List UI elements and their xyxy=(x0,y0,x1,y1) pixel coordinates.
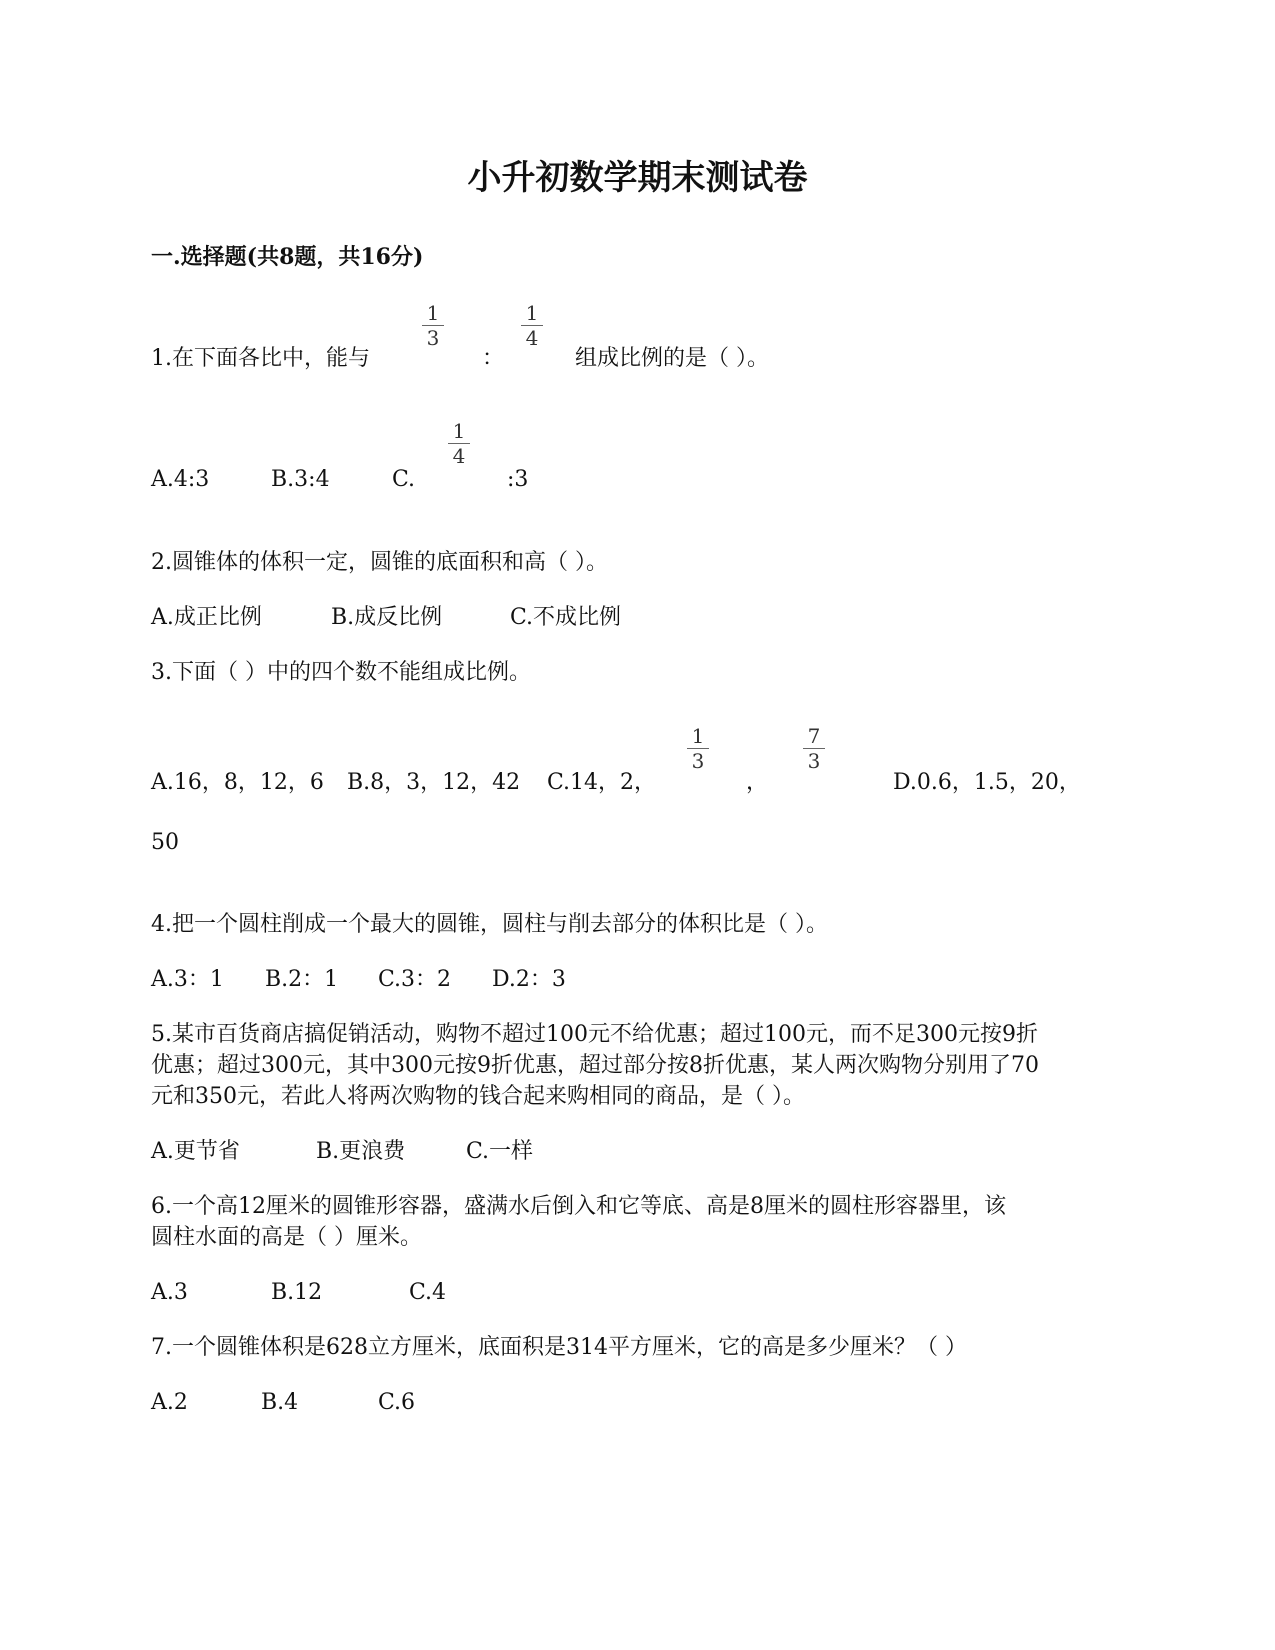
q5-line-2: 优惠；超过300元，其中300元按9折优惠，超过部分按8折优惠，某人两次购物分别用了70 xyxy=(151,1053,1039,1078)
q5-option-a: A.更节省 xyxy=(151,1139,240,1164)
q1-fraction-1-numerator: 1 xyxy=(426,301,440,325)
q4-option-c: C.3：2 xyxy=(378,967,452,992)
q1-option-b: B.3:4 xyxy=(271,467,330,492)
q3-option-a: A.16，8，12，6 xyxy=(151,770,324,795)
q2-stem: 2.圆锥体的体积一定，圆锥的底面积和高（ ）。 xyxy=(151,550,608,575)
q1-stem-before: 1.在下面各比中，能与 xyxy=(151,346,370,371)
q6-option-c: C.4 xyxy=(409,1280,447,1305)
q4-option-a: A.3：1 xyxy=(151,967,224,992)
q3-option-c-comma: ， xyxy=(746,770,769,795)
q3-option-b: B.8，3，12，42 xyxy=(347,770,521,795)
q1-option-a: A.4:3 xyxy=(151,467,210,492)
q7-option-b: B.4 xyxy=(261,1390,299,1415)
q3-fraction-2-denominator: 3 xyxy=(807,749,821,773)
q2-option-c: C.不成比例 xyxy=(510,605,622,630)
q3-option-c-fraction-2 xyxy=(799,725,829,772)
q1-fraction-1-denominator: 3 xyxy=(426,326,440,350)
page-title: 小升初数学期末测试卷 xyxy=(467,158,808,198)
q5-option-b: B.更浪费 xyxy=(316,1139,406,1164)
q1-option-c-fraction xyxy=(444,420,474,467)
q1-option-c-numerator: 1 xyxy=(452,419,466,443)
q3-option-d: D.0.6，1.5，20， xyxy=(893,770,1081,795)
section-heading: 一.选择题(共8题，共16分) xyxy=(151,244,424,270)
q7-stem: 7.一个圆锥体积是628立方厘米，底面积是314平方厘米，它的高是多少厘米？（ ） xyxy=(151,1335,967,1360)
q4-option-d: D.2：3 xyxy=(492,967,566,992)
q6-line-2: 圆柱水面的高是（ ）厘米。 xyxy=(151,1225,422,1250)
q3-stem: 3.下面（ ）中的四个数不能组成比例。 xyxy=(151,660,531,685)
q2-option-b: B.成反比例 xyxy=(331,605,443,630)
q1-stem-after: 组成比例的是（ ）。 xyxy=(575,346,769,371)
q6-option-a: A.3 xyxy=(151,1280,188,1305)
q3-option-c-prefix: C.14，2， xyxy=(547,770,657,795)
q3-fraction-1-denominator: 3 xyxy=(691,749,705,773)
q5-line-3: 元和350元，若此人将两次购物的钱合起来购相同的商品，是（ ）。 xyxy=(151,1084,805,1109)
q1-colon: ： xyxy=(482,346,505,371)
q5-option-c: C.一样 xyxy=(466,1139,534,1164)
q3-option-d-continued: 50 xyxy=(151,830,179,855)
q1-fraction-2 xyxy=(517,302,547,349)
q3-fraction-2-numerator: 7 xyxy=(807,724,821,748)
q6-line-1: 6.一个高12厘米的圆锥形容器，盛满水后倒入和它等底、高是8厘米的圆柱形容器里，该 xyxy=(151,1194,1006,1219)
q5-line-1: 5.某市百货商店搞促销活动，购物不超过100元不给优惠；超过100元，而不足300元按9折 xyxy=(151,1022,1038,1047)
q4-stem: 4.把一个圆柱削成一个最大的圆锥，圆柱与削去部分的体积比是（ ）。 xyxy=(151,912,828,937)
q1-option-c-suffix: :3 xyxy=(507,467,529,492)
q2-option-a: A.成正比例 xyxy=(151,605,262,630)
q1-fraction-1 xyxy=(418,302,448,349)
q4-option-b: B.2：1 xyxy=(265,967,339,992)
q6-option-b: B.12 xyxy=(271,1280,323,1305)
q1-option-c-prefix: C. xyxy=(392,467,416,492)
q7-option-c: C.6 xyxy=(378,1390,416,1415)
q1-option-c-denominator: 4 xyxy=(452,444,466,468)
q1-fraction-2-numerator: 1 xyxy=(525,301,539,325)
q1-fraction-2-denominator: 4 xyxy=(525,326,539,350)
q7-option-a: A.2 xyxy=(151,1390,188,1415)
q3-fraction-1-numerator: 1 xyxy=(691,724,705,748)
q3-option-c-fraction-1 xyxy=(683,725,713,772)
